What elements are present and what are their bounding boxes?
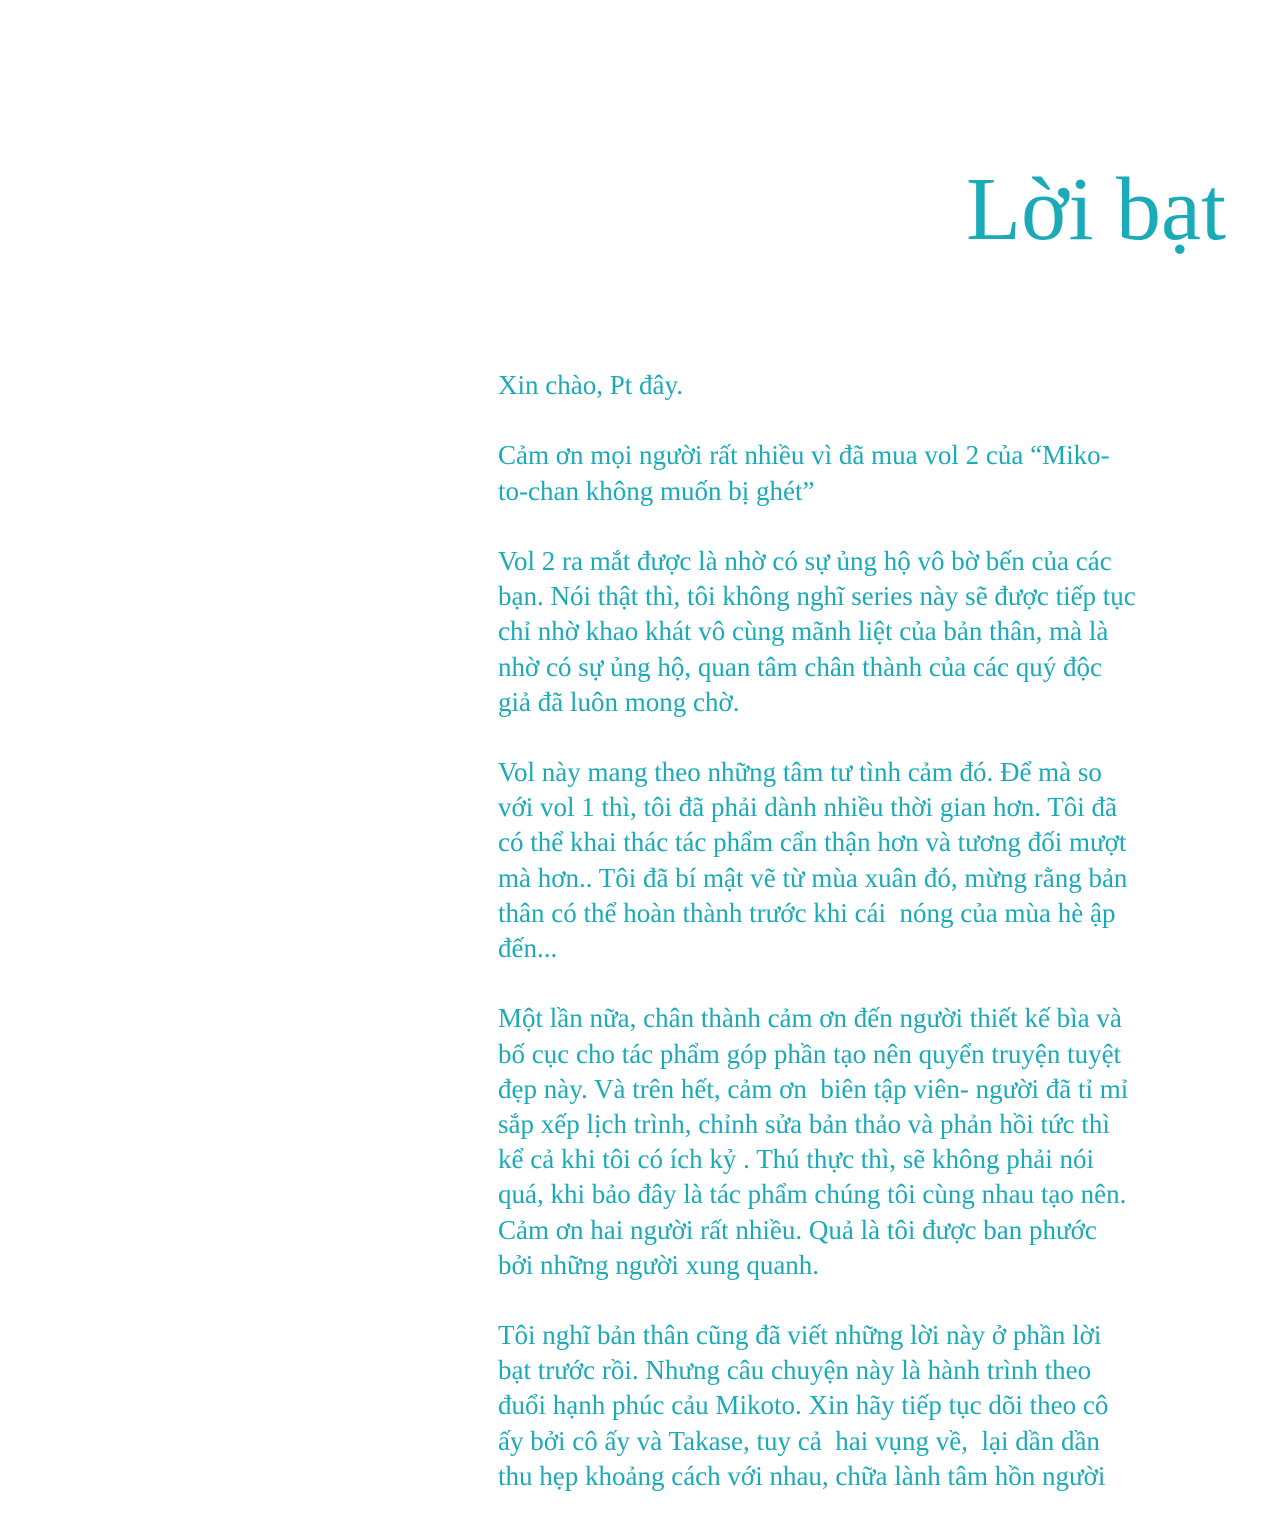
text-line: với vol 1 thì, tôi đã phải dành nhiều thời gian hơn. Tôi đã: [498, 792, 1118, 823]
text-line: Tôi nghĩ bản thân cũng đã viết những lời này ở phần lời: [498, 1320, 1102, 1351]
text-line: đến...: [498, 933, 558, 963]
text-line: quá, khi bảo đây là tác phẩm chúng tôi cùng nhau tạo nên.: [498, 1179, 1127, 1210]
text-line: Cảm ơn hai người rất nhiều. Quả là tôi được ban phước: [498, 1214, 1097, 1245]
text-line: bạt trước rồi. Nhưng câu chuyện này là hành trình theo: [498, 1355, 1092, 1386]
text-line: nhờ có sự ủng hộ, quan tâm chân thành của các quý độc: [498, 651, 1102, 682]
text-line: to-chan không muốn bị ghét”: [498, 475, 815, 506]
paragraph-closing: [498, 1318, 1198, 1494]
text-line: sắp xếp lịch trình, chỉnh sửa bản thảo và phản hồi tức thì: [498, 1108, 1110, 1139]
text-line: Một lần nữa, chân thành cảm ơn đến người thiết kế bìa và: [498, 1003, 1122, 1034]
text-line: có thể khai thác tác phẩm cẩn thận hơn và tương đối mượt: [498, 827, 1127, 858]
text-line: bạn. Nói thật thì, tôi không nghĩ series này sẽ được tiếp tục: [498, 581, 1136, 612]
text-line: đẹp này. Và trên hết, cảm ơn biên tập viên- người đã tỉ mỉ: [498, 1073, 1129, 1104]
text-line: đuổi hạnh phúc cảu Mikoto. Xin hãy tiếp tục dõi theo cô: [498, 1390, 1109, 1421]
afterword-body: [498, 368, 1198, 1529]
paragraph-feelings: [498, 755, 1198, 966]
text-line: bố cục cho tác phẩm góp phần tạo nên quyển truyện tuyệt: [498, 1038, 1122, 1069]
text-line: giả đã luôn mong chờ.: [498, 686, 740, 717]
text-line: chỉ nhờ khao khát vô cùng mãnh liệt của bản thân, mà là: [498, 616, 1109, 647]
text-line: bởi những người xung quanh.: [498, 1249, 820, 1280]
paragraph-thanks: [498, 438, 1198, 508]
paragraph-acknowledgements: [498, 1001, 1198, 1283]
text-line: mà hơn.. Tôi đã bí mật vẽ từ mùa xuân đó, mừng rằng bản: [498, 862, 1128, 893]
page-title: Lời bạt: [965, 160, 1226, 259]
paragraph-support: [498, 544, 1198, 720]
text-line: Xin chào, Pt đây.: [498, 370, 683, 400]
text-line: ấy bởi cô ấy và Takase, tuy cả hai vụng về, lại dần dần: [498, 1425, 1100, 1456]
text-line: Vol này mang theo những tâm tư tình cảm đó. Để mà so: [498, 757, 1102, 788]
text-line: kể cả khi tôi có ích kỷ . Thú thực thì, sẽ không phải nói: [498, 1144, 1095, 1175]
paragraph-greeting: [498, 368, 1198, 403]
text-line: Vol 2 ra mắt được là nhờ có sự ủng hộ vô bờ bến của các: [498, 545, 1112, 576]
text-line: thu hẹp khoảng cách với nhau, chữa lành tâm hồn người: [498, 1460, 1106, 1491]
text-line: Cảm ơn mọi người rất nhiều vì đã mua vol 2 của “Miko-: [498, 440, 1110, 471]
text-line: thân có thể hoàn thành trước khi cái nóng của mùa hè ập: [498, 897, 1116, 928]
